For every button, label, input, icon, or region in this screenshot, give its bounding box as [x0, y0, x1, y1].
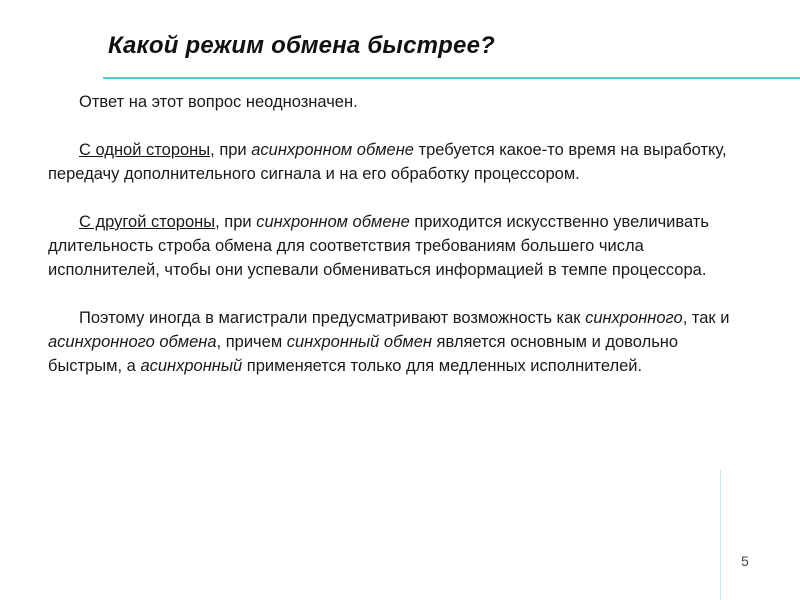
decorative-vertical-line	[720, 470, 721, 600]
answer-text: Ответ на этот вопрос неоднозначен.	[79, 93, 358, 111]
one-side-lead: С одной стороны	[79, 141, 211, 159]
conclusion-emphasis-4: асинхронный	[140, 357, 243, 375]
paragraph-answer	[48, 90, 748, 114]
conclusion-text-3: , причем	[216, 333, 287, 351]
one-side-text-2: требуется какое-то время на выработку, передачу дополнительного сигнала и на его обработку процессором.	[48, 141, 727, 183]
other-side-text-2: приходится искусственно увеличивать длительность строба обмена для соответствия требованиям большего числа исполнителей, чтобы они успевали обмениваться информацией в темпе процессора.	[48, 213, 709, 279]
other-side-lead: С другой стороны	[79, 213, 216, 231]
slide-title: Какой режим обмена быстрее?	[108, 32, 495, 59]
other-side-text-1: , при	[215, 213, 257, 231]
title-underline	[103, 77, 800, 79]
conclusion-emphasis-3: синхронный обмен	[286, 333, 432, 351]
conclusion-text-5: применяется только для медленных исполнителей.	[242, 357, 643, 375]
one-side-text-1: , при	[210, 141, 252, 159]
other-side-emphasis: синхронном обмене	[256, 213, 410, 231]
conclusion-text-2: , так и	[682, 309, 730, 327]
conclusion-text-4: является основным и довольно быстрым, а	[48, 333, 679, 375]
conclusion-text-1: Поэтому иногда в магистрали предусматривают возможность как	[79, 309, 586, 327]
paragraph-conclusion	[48, 306, 748, 378]
paragraph-other-side	[48, 210, 748, 282]
conclusion-emphasis-1: синхронного	[585, 309, 683, 327]
paragraph-one-side	[48, 138, 748, 186]
page-number: 5	[741, 553, 749, 569]
conclusion-emphasis-2: асинхронного обмена	[48, 333, 217, 351]
one-side-emphasis: асинхронном обмене	[251, 141, 414, 159]
slide-body	[48, 90, 748, 402]
